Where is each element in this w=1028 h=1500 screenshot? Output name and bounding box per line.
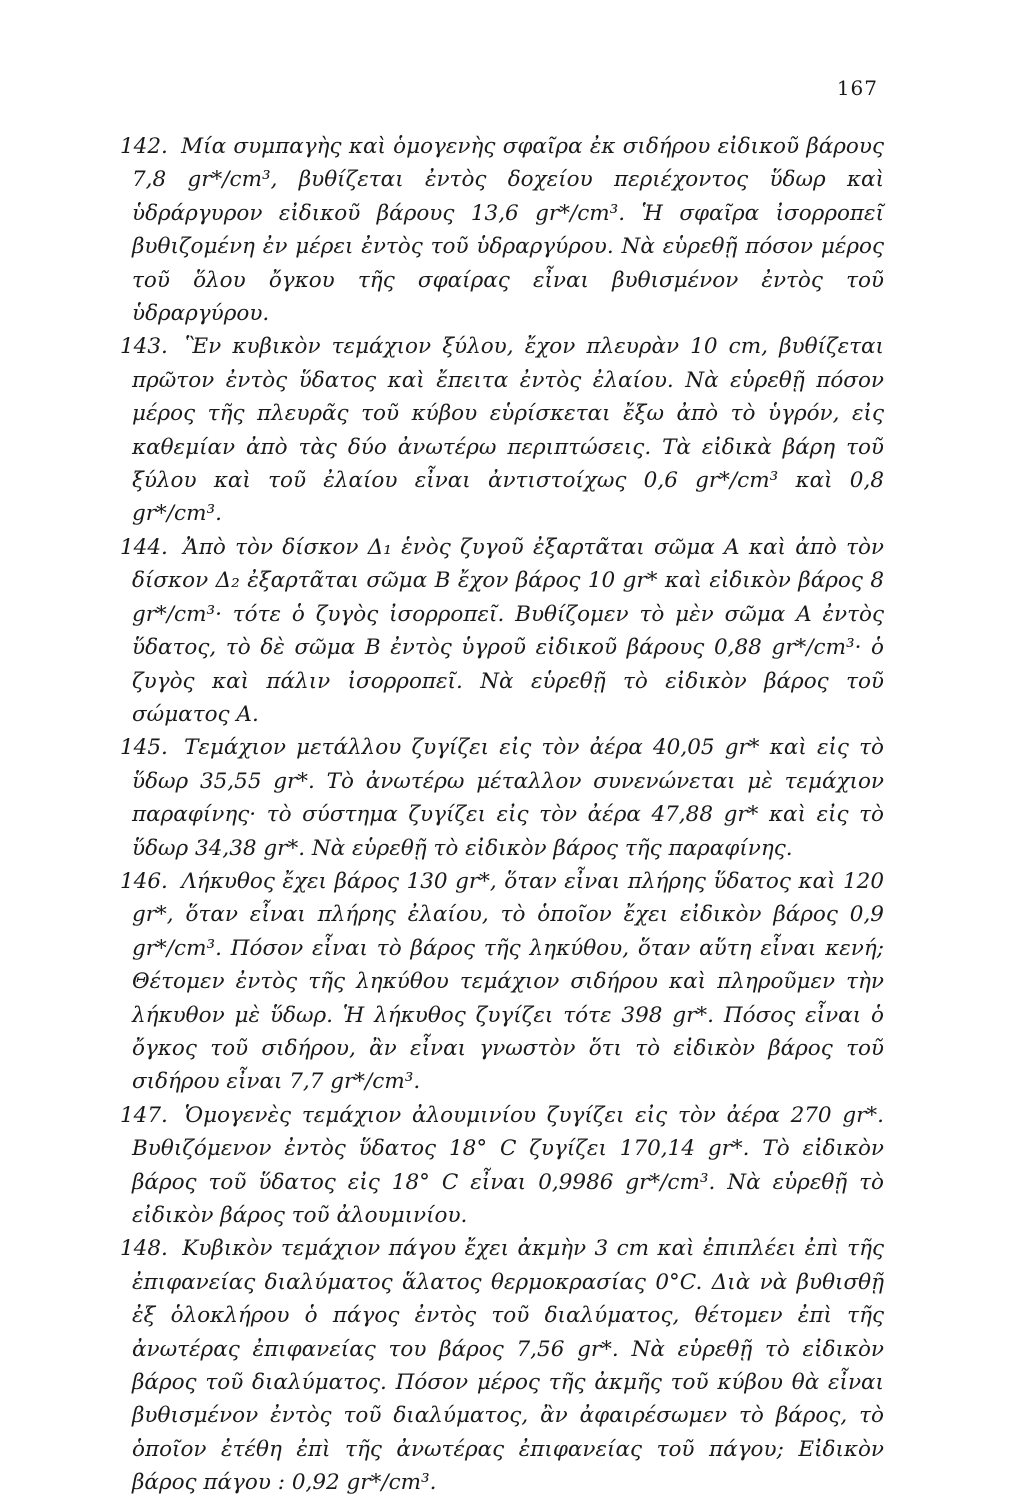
page-number: 167 <box>836 76 878 100</box>
problem-number: 143. <box>120 334 168 360</box>
problem-148 <box>120 1232 884 1499</box>
problem-text: Τεμάχιον μετάλλου ζυγίζει εἰς τὸν ἀέρα 40,05 gr* καὶ εἰς τὸ ὕδωρ 35,55 gr*. Τὸ ἀνωτέρω μέταλλον συνενώνεται μὲ τεμάχιον παραφίνης· τὸ σύστημα ζυγίζει εἰς τὸν ἀέρα 47,88 gr* καὶ εἰς τὸ ὕδωρ 34,38 gr*. Νὰ εὑρεθῇ τὸ εἰδικὸν βάρος τῆς παραφίνης. <box>132 735 884 861</box>
problem-number: 144. <box>120 534 168 560</box>
problem-142 <box>120 130 884 330</box>
problem-number: 145. <box>120 735 168 761</box>
problem-text: Ἓν κυβικὸν τεμάχιον ξύλου, ἔχον πλευρὰν 10 cm, βυθίζεται πρῶτον ἐντὸς ὕδατος καὶ ἔπειτα ἐντὸς ἐλαίου. Νὰ εὑρεθῇ πόσον μέρος τῆς πλευρᾶς τοῦ κύβου εὑρίσκεται ἔξω ἀπὸ τὸ ὑγρόν, εἰς καθεμίαν ἀπὸ τὰς δύο ἀνωτέρω περιπτώσεις. Τὰ εἰδικὰ βάρη τοῦ ξύλου καὶ τοῦ ἐλαίου εἶναι ἀντιστοίχως 0,6 gr*/cm³ καὶ 0,8 gr*/cm³. <box>132 334 884 527</box>
problem-text: Ἀπὸ τὸν δίσκον Δ₁ ἑνὸς ζυγοῦ ἐξαρτᾶται σῶμα Α καὶ ἀπὸ τὸν δίσκον Δ₂ ἐξαρτᾶται σῶμα Β ἔχον βάρος 10 gr* καὶ εἰδικὸν βάρος 8 gr*/cm³· τότε ὁ ζυγὸς ἰσορροπεῖ. Βυθίζομεν τὸ μὲν σῶμα Α ἐντὸς ὕδατος, τὸ δὲ σῶμα Β ἐντὸς ὑγροῦ εἰδικοῦ βάρους 0,88 gr*/cm³· ὁ ζυγὸς καὶ πάλιν ἰσορροπεῖ. Νὰ εὑρεθῇ τὸ εἰδικὸν βάρος τοῦ σώματος Α. <box>132 534 884 727</box>
problem-text: Μία συμπαγὴς καὶ ὁμογενὴς σφαῖρα ἐκ σιδήρου εἰδικοῦ βάρους 7,8 gr*/cm³, βυθίζεται ἐντὸς δοχείου περιέχοντος ὕδωρ καὶ ὑδράργυρον εἰδικοῦ βάρους 13,6 gr*/cm³. Ἡ σφαῖρα ἰσορροπεῖ βυθιζομένη ἐν μέρει ἐντὸς τοῦ ὑδραργύρου. Νὰ εὑρεθῇ πόσον μέρος τοῦ ὅλου ὄγκου τῆς σφαίρας εἶναι βυθισμένον ἐντὸς τοῦ ὑδραργύρου. <box>132 134 884 327</box>
problem-145 <box>120 731 884 865</box>
problem-143 <box>120 330 884 530</box>
problem-144 <box>120 531 884 731</box>
problems-text <box>120 130 884 1500</box>
problem-number: 142. <box>120 134 168 159</box>
problem-146 <box>120 865 884 1099</box>
problem-number: 146. <box>120 868 168 894</box>
problem-text: Ὁμογενὲς τεμάχιον ἀλουμινίου ζυγίζει εἰς τὸν ἀέρα 270 gr*. Βυθιζόμενον ἐντὸς ὕδατος 18° C ζυγίζει 170,14 gr*. Τὸ εἰδικὸν βάρος τοῦ ὕδατος εἰς 18° C εἶναι 0,9986 gr*/cm³. Νὰ εὑρεθῇ τὸ εἰδικὸν βάρος τοῦ ἀλουμινίου. <box>132 1102 884 1228</box>
problem-number: 147. <box>120 1102 168 1128</box>
problem-147 <box>120 1099 884 1233</box>
problem-text: Κυβικὸν τεμάχιον πάγου ἔχει ἀκμὴν 3 cm καὶ ἐπιπλέει ἐπὶ τῆς ἐπιφανείας διαλύματος ἅλατος θερμοκρασίας 0°C. Διὰ νὰ βυθισθῇ ἐξ ὁλοκλήρου ὁ πάγος ἐντὸς τοῦ διαλύματος, θέτομεν ἐπὶ τῆς ἀνωτέρας ἐπιφανείας του βάρος 7,56 gr*. Νὰ εὑρεθῇ τὸ εἰδικὸν βάρος τοῦ διαλύματος. Πόσον μέρος τῆς ἀκμῆς τοῦ κύβου θὰ εἶναι βυθισμένον ἐντὸς τοῦ διαλύματος, ἂν ἀφαιρέσωμεν τὸ βάρος, τὸ ὁποῖον ἐτέθη ἐπὶ τῆς ἀνωτέρας ἐπιφανείας τοῦ πάγου; Εἰδικὸν βάρος πάγου : 0,92 gr*/cm³. <box>132 1236 884 1496</box>
problem-number: 148. <box>120 1236 168 1262</box>
problem-text: Λήκυθος ἔχει βάρος 130 gr*, ὅταν εἶναι πλήρης ὕδατος καὶ 120 gr*, ὅταν εἶναι πλήρης ἐλαίου, τὸ ὁποῖον ἔχει εἰδικὸν βάρος 0,9 gr*/cm³. Πόσον εἶναι τὸ βάρος τῆς ληκύθου, ὅταν αὕτη εἶναι κενή; Θέτομεν ἐντὸς τῆς ληκύθου τεμάχιον σιδήρου καὶ πληροῦμεν τὴν λήκυθον μὲ ὕδωρ. Ἡ λήκυθος ζυγίζει τότε 398 gr*. Πόσος εἶναι ὁ ὄγκος τοῦ σιδήρου, ἂν εἶναι γνωστὸν ὅτι τὸ εἰδικὸν βάρος τοῦ σιδήρου εἶναι 7,7 gr*/cm³. <box>132 868 884 1095</box>
